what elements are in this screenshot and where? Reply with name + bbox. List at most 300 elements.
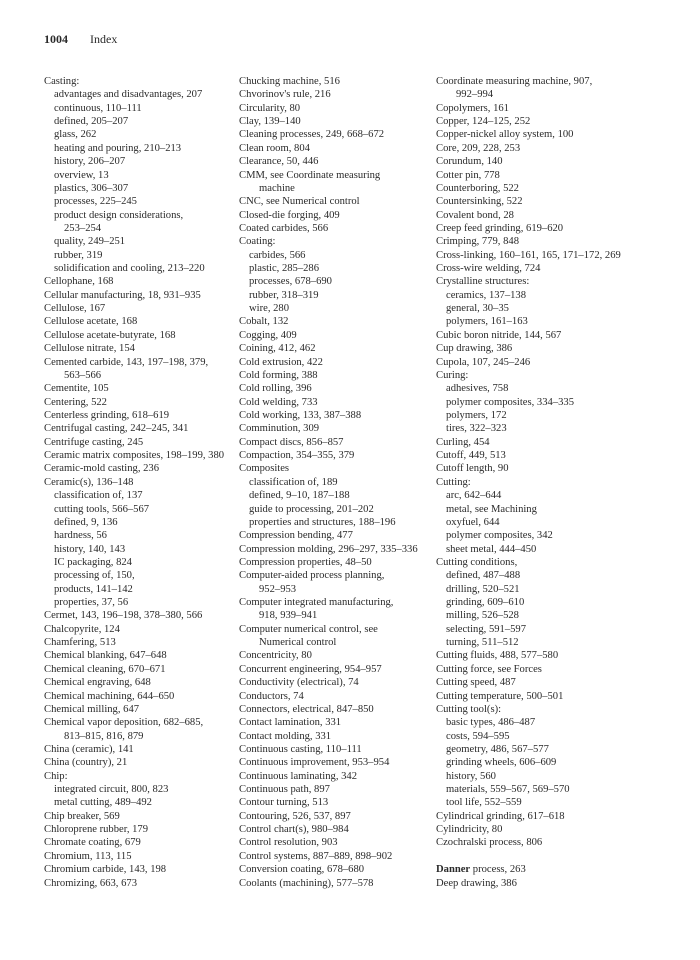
index-column-1	[44, 75, 234, 890]
entry-text: processes, 225–245	[54, 196, 137, 208]
entry-text: Conductors, 74	[239, 690, 304, 702]
entry-text: Coolants (machining), 577–578	[239, 877, 374, 889]
index-entry	[239, 396, 434, 409]
entry-text: oxyfuel, 644	[446, 516, 500, 528]
index-subentry	[44, 209, 234, 222]
entry-text: Circularity, 80	[239, 102, 301, 114]
entry-text: Cellulose acetate-butyrate, 168	[44, 329, 176, 341]
index-entry	[436, 182, 676, 195]
entry-text: Chemical engraving, 648	[44, 677, 151, 689]
index-subentry	[44, 115, 234, 128]
entry-text: Composites	[239, 463, 290, 475]
entry-text: Clearance, 50, 446	[239, 156, 319, 168]
index-subentry	[44, 262, 234, 275]
index-entry	[44, 356, 234, 369]
entry-text: Crimping, 779, 848	[436, 236, 519, 248]
index-entry	[239, 796, 434, 809]
index-entry	[44, 770, 234, 783]
entry-text: 563–566	[64, 369, 102, 381]
index-entry	[239, 596, 434, 609]
entry-text: hardness, 56	[54, 530, 107, 542]
index-subentry	[44, 503, 234, 516]
index-subentry	[436, 569, 676, 582]
entry-text: rubber, 319	[54, 249, 103, 261]
entry-text: geometry, 486, 567–577	[446, 743, 549, 755]
index-entry	[44, 649, 234, 662]
entry-text: turning, 511–512	[446, 637, 519, 649]
entry-text: Corundum, 140	[436, 156, 503, 168]
index-entry	[436, 142, 676, 155]
index-entry	[239, 877, 434, 890]
index-entry	[239, 783, 434, 796]
entry-text: plastics, 306–307	[54, 182, 129, 194]
index-subentry	[44, 569, 234, 582]
entry-text: Ceramic(s), 136–148	[44, 476, 134, 488]
index-entry	[44, 436, 234, 449]
index-column-2	[239, 75, 434, 890]
index-subentry	[239, 249, 434, 262]
index-entry	[239, 716, 434, 729]
index-subentry	[44, 596, 234, 609]
index-subentry	[436, 596, 676, 609]
entry-text: Cleaning processes, 249, 668–672	[239, 129, 385, 141]
entry-text: Counterboring, 522	[436, 182, 519, 194]
entry-text: Chemical milling, 647	[44, 703, 140, 715]
index-entry	[44, 396, 234, 409]
entry-text: Compact discs, 856–857	[239, 436, 344, 448]
entry-text: Compaction, 354–355, 379	[239, 450, 355, 462]
entry-text: heating and pouring, 210–213	[54, 142, 182, 154]
entry-text: Cutting:	[436, 476, 471, 488]
entry-text: history, 560	[446, 770, 496, 782]
index-entry	[436, 649, 676, 662]
entry-text: integrated circuit, 800, 823	[54, 784, 169, 796]
index-entry	[436, 863, 676, 876]
index-entry	[44, 863, 234, 876]
entry-text: Chvorinov's rule, 216	[239, 89, 331, 101]
index-entry	[44, 462, 234, 475]
index-entry	[239, 115, 434, 128]
index-entry	[239, 462, 434, 475]
index-entry	[436, 436, 676, 449]
index-entry	[239, 623, 434, 636]
entry-text: Contact lamination, 331	[239, 717, 342, 729]
entry-text: grinding wheels, 606–609	[446, 757, 557, 769]
entry-text: product design considerations,	[54, 209, 184, 221]
index-entry-continuation	[44, 730, 234, 743]
index-subentry	[436, 289, 676, 302]
index-subentry	[239, 516, 434, 529]
index-entry	[436, 115, 676, 128]
entry-text: adhesives, 758	[446, 383, 509, 395]
entry-text: CNC, see Numerical control	[239, 196, 360, 208]
index-subentry	[44, 88, 234, 101]
entry-text: Contour turning, 513	[239, 797, 329, 809]
index-entry	[239, 649, 434, 662]
entry-text: Computer integrated manufacturing,	[239, 597, 394, 609]
index-entry	[239, 703, 434, 716]
index-subentry	[436, 623, 676, 636]
entry-text: process, 263	[470, 864, 526, 876]
index-entry	[239, 663, 434, 676]
entry-text: Ceramic-mold casting, 236	[44, 463, 160, 475]
index-subentry	[436, 529, 676, 542]
index-subentry	[436, 583, 676, 596]
index-subentry	[436, 730, 676, 743]
entry-text: IC packaging, 824	[54, 556, 132, 568]
entry-text: Continuous path, 897	[239, 784, 330, 796]
entry-text: milling, 526–528	[446, 610, 519, 622]
index-subentry	[436, 503, 676, 516]
index-subentry	[239, 289, 434, 302]
index-subentry	[239, 476, 434, 489]
index-subentry	[436, 543, 676, 556]
entry-text: guide to processing, 201–202	[249, 503, 374, 515]
index-entry-continuation	[436, 88, 676, 101]
entry-text: quality, 249–251	[54, 236, 126, 248]
entry-text: rubber, 318–319	[249, 289, 319, 301]
index-subentry	[239, 275, 434, 288]
index-entry	[239, 436, 434, 449]
index-column-3	[436, 75, 676, 890]
index-subentry	[239, 489, 434, 502]
entry-text: machine	[259, 182, 295, 194]
index-entry	[436, 462, 676, 475]
index-entry	[239, 836, 434, 849]
index-entry	[436, 342, 676, 355]
index-entry	[239, 810, 434, 823]
index-entry	[44, 315, 234, 328]
entry-text: polymers, 172	[446, 409, 507, 421]
index-entry	[239, 342, 434, 355]
index-entry	[44, 422, 234, 435]
index-entry	[239, 690, 434, 703]
index-entry-continuation	[239, 636, 434, 649]
entry-text: Curling, 454	[436, 436, 490, 448]
index-entry	[436, 663, 676, 676]
entry-text: Chemical blanking, 647–648	[44, 650, 167, 662]
entry-text: properties and structures, 188–196	[249, 516, 396, 528]
entry-text: materials, 559–567, 569–570	[446, 784, 570, 796]
index-entry	[239, 195, 434, 208]
entry-text: 992–994	[456, 89, 494, 101]
index-entry	[239, 730, 434, 743]
index-entry	[44, 609, 234, 622]
index-subentry	[436, 743, 676, 756]
index-subentry	[436, 422, 676, 435]
index-entry-continuation	[44, 222, 234, 235]
entry-text: Cubic boron nitride, 144, 567	[436, 329, 562, 341]
entry-text: products, 141–142	[54, 583, 133, 595]
index-entry	[436, 810, 676, 823]
entry-text: Coating:	[239, 236, 276, 248]
entry-text: CMM, see Coordinate measuring	[239, 169, 381, 181]
section-letter-term: Danner	[436, 864, 471, 876]
entry-text: Chromium carbide, 143, 198	[44, 864, 167, 876]
entry-text: Computer-aided process planning,	[239, 570, 385, 582]
index-subentry	[239, 262, 434, 275]
index-entry	[239, 850, 434, 863]
entry-text: history, 140, 143	[54, 543, 126, 555]
entry-text: Cobalt, 132	[239, 316, 289, 328]
entry-text: Control systems, 887–889, 898–902	[239, 850, 393, 862]
entry-text: Cylindricity, 80	[436, 824, 503, 836]
entry-text: Cup drawing, 386	[436, 343, 513, 355]
index-entry	[239, 823, 434, 836]
entry-text: Centrifugal casting, 242–245, 341	[44, 423, 189, 435]
index-entry	[436, 195, 676, 208]
entry-text: Cutting tool(s):	[436, 703, 502, 715]
entry-text: wire, 280	[249, 303, 290, 315]
index-entry	[239, 235, 434, 248]
index-subentry	[44, 142, 234, 155]
entry-text: Chucking machine, 516	[239, 76, 340, 87]
index-entry	[44, 663, 234, 676]
entry-text: costs, 594–595	[446, 730, 510, 742]
entry-text: Cellulose acetate, 168	[44, 316, 138, 328]
index-entry	[44, 623, 234, 636]
index-entry	[44, 703, 234, 716]
entry-text: Centrifuge casting, 245	[44, 436, 144, 448]
entry-text: Numerical control	[259, 637, 337, 649]
entry-text: Coated carbides, 566	[239, 222, 329, 234]
entry-text: Centerless grinding, 618–619	[44, 409, 170, 421]
index-entry	[239, 676, 434, 689]
entry-text: ceramics, 137–138	[446, 289, 527, 301]
index-subentry	[44, 155, 234, 168]
index-entry	[239, 209, 434, 222]
entry-text: Clay, 139–140	[239, 116, 301, 128]
index-entry	[436, 476, 676, 489]
index-entry	[239, 142, 434, 155]
index-subentry	[436, 396, 676, 409]
index-entry	[239, 529, 434, 542]
entry-text: Control resolution, 903	[239, 837, 338, 849]
entry-text: Control chart(s), 980–984	[239, 824, 349, 836]
entry-text: metal, see Machining	[446, 503, 537, 515]
index-entry	[436, 369, 676, 382]
index-subentry	[239, 302, 434, 315]
entry-text: processing of, 150,	[54, 570, 135, 582]
index-subentry	[44, 128, 234, 141]
index-entry	[436, 556, 676, 569]
index-subentry	[436, 516, 676, 529]
entry-text: Cutting temperature, 500–501	[436, 690, 564, 702]
index-entry	[44, 329, 234, 342]
index-entry	[436, 169, 676, 182]
index-entry-continuation	[239, 609, 434, 622]
index-subentry	[436, 382, 676, 395]
index-entry	[436, 235, 676, 248]
index-entry	[44, 289, 234, 302]
entry-text: Continuous improvement, 953–954	[239, 757, 390, 769]
index-entry	[239, 743, 434, 756]
entry-text: Conductivity (electrical), 74	[239, 677, 359, 689]
index-entry	[436, 155, 676, 168]
index-entry	[436, 877, 676, 890]
entry-text: Coordinate measuring machine, 907,	[436, 76, 593, 87]
index-entry	[436, 329, 676, 342]
index-entry	[436, 356, 676, 369]
index-entry	[239, 222, 434, 235]
entry-text: cutting tools, 566–567	[54, 503, 150, 515]
entry-text: Cutoff length, 90	[436, 463, 509, 475]
entry-text: Continuous laminating, 342	[239, 770, 358, 782]
entry-text: 813–815, 816, 879	[64, 730, 144, 742]
entry-text: Conversion coating, 678–680	[239, 864, 365, 876]
section-gap	[436, 850, 676, 863]
index-entry	[44, 382, 234, 395]
entry-text: Cermet, 143, 196–198, 378–380, 566	[44, 610, 203, 622]
entry-text: selecting, 591–597	[446, 623, 527, 635]
entry-text: Cellophane, 168	[44, 276, 114, 288]
index-subentry	[44, 529, 234, 542]
entry-text: Cutoff, 449, 513	[436, 450, 506, 462]
index-entry	[436, 449, 676, 462]
entry-text: Chemical vapor deposition, 682–685,	[44, 717, 204, 729]
entry-text: Coining, 412, 462	[239, 343, 316, 355]
entry-text: Centering, 522	[44, 396, 107, 408]
index-subentry	[436, 783, 676, 796]
index-entry	[436, 823, 676, 836]
entry-text: Cellulose, 167	[44, 303, 106, 315]
index-subentry	[44, 169, 234, 182]
index-entry	[436, 102, 676, 115]
index-entry	[239, 409, 434, 422]
index-entry	[239, 329, 434, 342]
entry-text: basic types, 486–487	[446, 717, 536, 729]
entry-text: metal cutting, 489–492	[54, 797, 152, 809]
index-entry	[436, 836, 676, 849]
entry-text: Countersinking, 522	[436, 196, 523, 208]
entry-text: Cupola, 107, 245–246	[436, 356, 531, 368]
index-entry	[44, 449, 234, 462]
entry-text: Deep drawing, 386	[436, 877, 517, 889]
entry-text: classification of, 137	[54, 490, 143, 502]
entry-text: Copper, 124–125, 252	[436, 116, 531, 128]
entry-text: polymers, 161–163	[446, 316, 528, 328]
index-entry	[44, 877, 234, 890]
index-subentry	[44, 583, 234, 596]
entry-text: sheet metal, 444–450	[446, 543, 537, 555]
index-entry	[239, 102, 434, 115]
index-entry	[44, 756, 234, 769]
index-entry	[436, 690, 676, 703]
entry-text: Concentricity, 80	[239, 650, 312, 662]
index-entry	[44, 636, 234, 649]
index-entry	[44, 302, 234, 315]
index-entry	[239, 315, 434, 328]
index-subentry	[44, 235, 234, 248]
entry-text: Comminution, 309	[239, 423, 320, 435]
entry-text: arc, 642–644	[446, 490, 502, 502]
page-header	[44, 32, 117, 47]
entry-text: Contouring, 526, 537, 897	[239, 810, 351, 822]
index-entry	[239, 356, 434, 369]
index-entry	[239, 88, 434, 101]
index-subentry	[44, 796, 234, 809]
entry-text: 918, 939–941	[259, 610, 318, 622]
index-entry	[44, 716, 234, 729]
entry-text: general, 30–35	[446, 303, 509, 315]
index-entry	[239, 169, 434, 182]
entry-text: Copper-nickel alloy system, 100	[436, 129, 574, 141]
entry-text: Compression molding, 296–297, 335–336	[239, 543, 418, 555]
index-entry	[44, 342, 234, 355]
index-subentry	[436, 796, 676, 809]
entry-text: Cold extrusion, 422	[239, 356, 323, 368]
entry-text: Cold forming, 388	[239, 369, 318, 381]
index-entry	[44, 476, 234, 489]
entry-text: Closed-die forging, 409	[239, 209, 340, 221]
entry-text: Chromizing, 663, 673	[44, 877, 137, 889]
index-entry-continuation	[44, 369, 234, 382]
index-entry	[44, 743, 234, 756]
entry-text: Creep feed grinding, 619–620	[436, 222, 564, 234]
index-entry	[239, 369, 434, 382]
index-entry	[436, 222, 676, 235]
entry-text: Cellular manufacturing, 18, 931–935	[44, 289, 201, 301]
entry-text: continuous, 110–111	[54, 102, 142, 114]
entry-text: Chip:	[44, 770, 68, 782]
index-entry	[239, 756, 434, 769]
index-entry	[436, 703, 676, 716]
index-entry-continuation	[239, 583, 434, 596]
entry-text: Ceramic matrix composites, 198–199, 380	[44, 450, 225, 462]
entry-text: plastic, 285–286	[249, 263, 320, 275]
entry-text: Clean room, 804	[239, 142, 310, 154]
index-subentry	[436, 770, 676, 783]
entry-text: Covalent bond, 28	[436, 209, 514, 221]
index-entry	[44, 275, 234, 288]
index-entry	[436, 128, 676, 141]
index-entry	[44, 75, 234, 88]
entry-text: Cementite, 105	[44, 383, 109, 395]
entry-text: Cutting force, see Forces	[436, 663, 542, 675]
index-entry	[239, 155, 434, 168]
entry-text: Casting:	[44, 76, 80, 87]
entry-text: Cogging, 409	[239, 329, 297, 341]
entry-text: Chemical cleaning, 670–671	[44, 663, 166, 675]
entry-text: properties, 37, 56	[54, 597, 129, 609]
index-entry	[239, 128, 434, 141]
index-entry	[239, 382, 434, 395]
index-entry	[436, 262, 676, 275]
entry-text: Core, 209, 228, 253	[436, 142, 521, 154]
entry-text: Chromium, 113, 115	[44, 850, 132, 862]
entry-text: solidification and cooling, 213–220	[54, 263, 205, 275]
index-subentry	[436, 315, 676, 328]
entry-text: tool life, 552–559	[446, 797, 522, 809]
entry-text: tires, 322–323	[446, 423, 507, 435]
entry-text: 253–254	[64, 222, 102, 234]
index-entry	[436, 249, 676, 262]
index-entry	[239, 543, 434, 556]
index-entry	[239, 75, 434, 88]
index-subentry	[44, 102, 234, 115]
entry-text: defined, 205–207	[54, 116, 129, 128]
entry-text: Chamfering, 513	[44, 637, 116, 649]
entry-text: defined, 9, 136	[54, 516, 118, 528]
index-subentry	[436, 489, 676, 502]
entry-text: Computer numerical control, see	[239, 623, 378, 635]
entry-text: 952–953	[259, 583, 297, 595]
entry-text: Chip breaker, 569	[44, 810, 120, 822]
index-subentry	[44, 249, 234, 262]
entry-text: Cold welding, 733	[239, 396, 318, 408]
entry-text: Connectors, electrical, 847–850	[239, 703, 374, 715]
entry-text: Cold rolling, 396	[239, 383, 312, 395]
